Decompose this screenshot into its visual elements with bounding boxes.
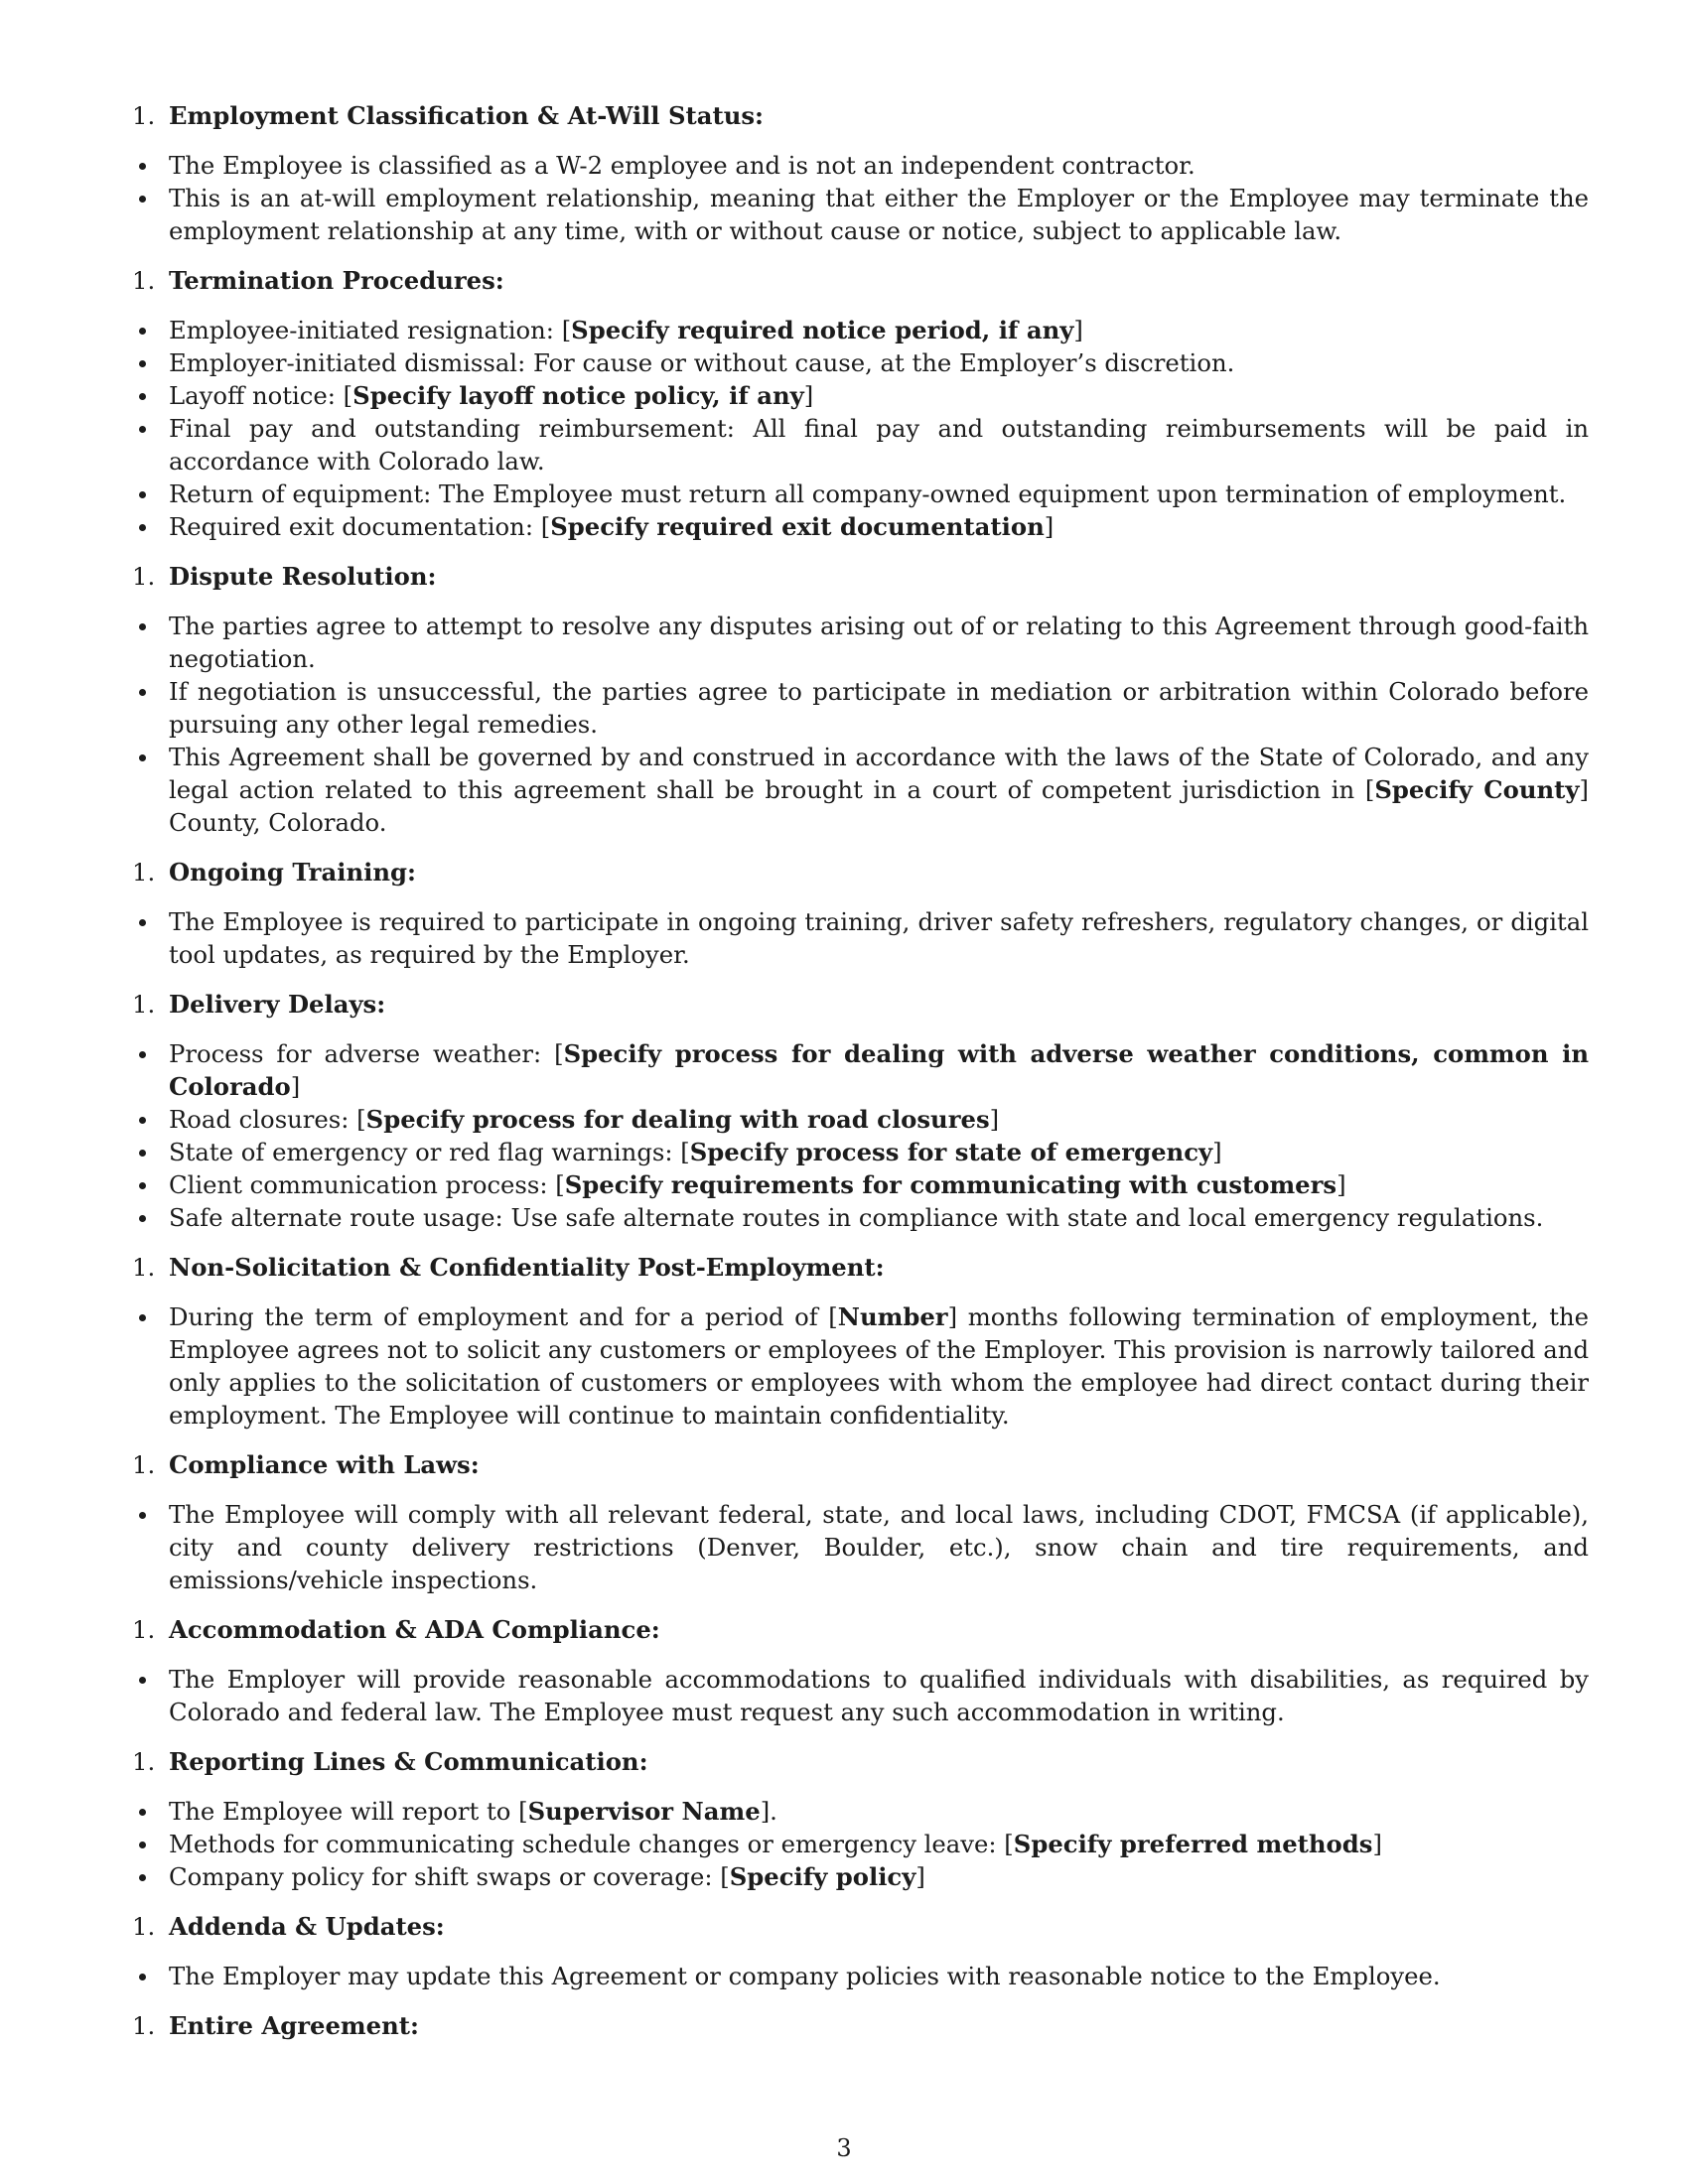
bullet-dot-icon (139, 689, 146, 696)
bullet-text: The Employer may update this Agreement or company policies with reasonable notice to the Employee. (169, 1962, 1441, 1990)
bullet-list (132, 1795, 1589, 1893)
section-heading (132, 264, 1589, 297)
placeholder-text: Specify required exit documentation (550, 512, 1045, 541)
bullet-item (132, 1037, 1589, 1103)
section (132, 856, 1589, 971)
bullet-text: This is an at-will employment relationship, meaning that either the Employer or the Employee may terminate the employment relationship at any time, with or without cause or notice, subject to applicable law. (169, 184, 1589, 245)
bullet-text: ] (1073, 316, 1083, 344)
bullet-item (132, 510, 1589, 543)
section-heading (132, 1448, 1589, 1481)
bullet-text: Company policy for shift swaps or coverage: [ (169, 1862, 730, 1891)
document-body (132, 99, 1589, 2059)
section (132, 1251, 1589, 1432)
bullet-dot-icon (139, 163, 146, 170)
bullet-item (132, 379, 1589, 412)
section-number: 1. (132, 562, 156, 591)
bullet-dot-icon (139, 623, 146, 630)
bullet-item (132, 346, 1589, 379)
section-number: 1. (132, 2011, 156, 2040)
section (132, 264, 1589, 543)
placeholder-text: Specify policy (729, 1862, 916, 1891)
bullet-list (132, 314, 1589, 543)
bullet-item (132, 1828, 1589, 1860)
section-heading (132, 99, 1589, 132)
bullet-dot-icon (139, 328, 146, 335)
bullet-text: ] (1044, 512, 1055, 541)
bullet-dot-icon (139, 1874, 146, 1881)
section-title: Ongoing Training: (169, 858, 416, 887)
bullet-text: ] (915, 1862, 925, 1891)
bullet-dot-icon (139, 1314, 146, 1321)
bullet-item (132, 1498, 1589, 1596)
bullet-list (132, 905, 1589, 971)
bullet-dot-icon (139, 360, 146, 367)
bullet-dot-icon (139, 491, 146, 498)
section-heading (132, 1613, 1589, 1646)
bullet-text: The Employee is required to participate in ongoing training, driver safety refreshers, regulatory changes, or digital tool updates, as required by the Employer. (169, 907, 1589, 969)
bullet-text: ] (989, 1105, 1000, 1134)
bullet-text: This Agreement shall be governed by and construed in accordance with the laws of the State of Colorado, and any legal action related to this agreement shall be brought in a court of competent jurisdiction in [ (169, 743, 1589, 804)
bullet-text: If negotiation is unsuccessful, the parties agree to participate in mediation or arbitration within Colorado before pursuing any other legal remedies. (169, 677, 1589, 739)
placeholder-text: Specify process for dealing with adverse weather conditions, common in Colorado (169, 1039, 1589, 1101)
bullet-dot-icon (139, 196, 146, 203)
bullet-item (132, 1960, 1589, 1992)
bullet-text: The parties agree to attempt to resolve any disputes arising out of or relating to this Agreement through good-faith negotiation. (169, 612, 1589, 673)
bullet-text: The Employee will report to [ (169, 1797, 528, 1826)
section-number: 1. (132, 1450, 156, 1479)
placeholder-text: Specify required notice period, if any (571, 316, 1074, 344)
bullet-dot-icon (139, 1215, 146, 1222)
bullet-dot-icon (139, 1117, 146, 1124)
section (132, 2009, 1589, 2042)
bullet-item (132, 1300, 1589, 1432)
bullet-text: ] (1336, 1170, 1346, 1199)
section-heading (132, 1251, 1589, 1284)
bullet-text: Client communication process: [ (169, 1170, 565, 1199)
bullet-item (132, 905, 1589, 971)
section-heading (132, 988, 1589, 1021)
bullet-dot-icon (139, 1512, 146, 1519)
section (132, 1448, 1589, 1596)
section-title: Non-Solicitation & Confidentiality Post-Employment: (169, 1253, 885, 1282)
bullet-item (132, 412, 1589, 478)
bullet-list (132, 1300, 1589, 1432)
section (132, 988, 1589, 1234)
section (132, 560, 1589, 839)
bullet-item (132, 1860, 1589, 1893)
bullet-text: ] County, Colorado. (169, 775, 1589, 837)
bullet-text: ] (290, 1072, 301, 1101)
bullet-item (132, 1201, 1589, 1234)
bullet-item (132, 1103, 1589, 1136)
placeholder-text: Specify process for dealing with road closures (365, 1105, 990, 1134)
bullet-text: Road closures: [ (169, 1105, 366, 1134)
bullet-dot-icon (139, 1150, 146, 1157)
bullet-dot-icon (139, 524, 146, 531)
bullet-list (132, 1663, 1589, 1728)
section-title: Accommodation & ADA Compliance: (169, 1615, 660, 1644)
bullet-item (132, 478, 1589, 510)
bullet-text: ] (803, 381, 814, 410)
section (132, 1745, 1589, 1893)
bullet-text: Required exit documentation: [ (169, 512, 551, 541)
section-number: 1. (132, 1615, 156, 1644)
bullet-text: ] months following termination of employment, the Employee agrees not to solicit any customers or employees of the Employer. This provision is narrowly tailored and only applies to the solicitation of customers or employees with whom the employee had direct contact during their employment. The Employee will continue to maintain confidentiality. (169, 1302, 1589, 1430)
section (132, 99, 1589, 247)
bullet-dot-icon (139, 1842, 146, 1848)
section-number: 1. (132, 1747, 156, 1776)
bullet-text: State of emergency or red flag warnings: [ (169, 1138, 690, 1166)
bullet-list (132, 1498, 1589, 1596)
section-heading (132, 1910, 1589, 1943)
bullet-dot-icon (139, 1051, 146, 1058)
bullet-text: Employee-initiated resignation: [ (169, 316, 572, 344)
bullet-item (132, 314, 1589, 346)
bullet-text: Methods for communicating schedule changes or emergency leave: [ (169, 1830, 1014, 1858)
bullet-text: The Employee will comply with all relevant federal, state, and local laws, including CDOT, FMCSA (if applicable), city and county delivery restrictions (Denver, Boulder, etc.), snow chain and tire requirements, and emissions/vehicle inspections. (169, 1500, 1589, 1594)
section-number: 1. (132, 1253, 156, 1282)
section-number: 1. (132, 990, 156, 1019)
bullet-dot-icon (139, 426, 146, 433)
placeholder-text: Specify preferred methods (1013, 1830, 1373, 1858)
section-heading (132, 2009, 1589, 2042)
bullet-item (132, 675, 1589, 741)
bullet-dot-icon (139, 393, 146, 400)
section-title: Employment Classification & At-Will Status: (169, 101, 765, 130)
section-heading (132, 560, 1589, 593)
bullet-item (132, 149, 1589, 182)
bullet-text: ]. (760, 1797, 777, 1826)
bullet-dot-icon (139, 1677, 146, 1684)
bullet-dot-icon (139, 1809, 146, 1816)
bullet-text: ] (1212, 1138, 1222, 1166)
section-title: Addenda & Updates: (169, 1912, 445, 1941)
section-number: 1. (132, 101, 156, 130)
section-number: 1. (132, 1912, 156, 1941)
bullet-item (132, 182, 1589, 247)
bullet-dot-icon (139, 1974, 146, 1980)
bullet-text: Employer-initiated dismissal: For cause or without cause, at the Employer’s discretion. (169, 348, 1235, 377)
placeholder-text: Specify process for state of emergency (689, 1138, 1213, 1166)
section-title: Compliance with Laws: (169, 1450, 480, 1479)
bullet-list (132, 610, 1589, 839)
bullet-text: The Employee is classified as a W-2 employee and is not an independent contractor. (169, 151, 1196, 180)
bullet-text: During the term of employment and for a period of [ (169, 1302, 838, 1331)
bullet-list (132, 1037, 1589, 1234)
bullet-text: Safe alternate route usage: Use safe alternate routes in compliance with state and local emergency regulations. (169, 1203, 1544, 1232)
bullet-dot-icon (139, 919, 146, 926)
section-title: Delivery Delays: (169, 990, 386, 1019)
bullet-dot-icon (139, 754, 146, 761)
placeholder-text: Supervisor Name (527, 1797, 761, 1826)
bullet-item (132, 1168, 1589, 1201)
bullet-item (132, 1136, 1589, 1168)
section-title: Termination Procedures: (169, 266, 504, 295)
bullet-text: ] (1372, 1830, 1382, 1858)
section-title: Dispute Resolution: (169, 562, 437, 591)
placeholder-text: Specify County (1374, 775, 1580, 804)
section (132, 1613, 1589, 1728)
section-heading (132, 1745, 1589, 1778)
bullet-item (132, 610, 1589, 675)
bullet-dot-icon (139, 1182, 146, 1189)
section-heading (132, 856, 1589, 888)
page-number: 3 (836, 2134, 852, 2162)
bullet-item (132, 1795, 1589, 1828)
section-number: 1. (132, 858, 156, 887)
bullet-text: Return of equipment: The Employee must return all company-owned equipment upon termination of employment. (169, 479, 1567, 508)
section-number: 1. (132, 266, 156, 295)
bullet-text: Final pay and outstanding reimbursement: All final pay and outstanding reimbursements will be paid in accordance with Colorado law. (169, 414, 1589, 476)
placeholder-text: Specify layoff notice policy, if any (352, 381, 804, 410)
section-title: Reporting Lines & Communication: (169, 1747, 648, 1776)
section-title: Entire Agreement: (169, 2011, 419, 2040)
bullet-item (132, 741, 1589, 839)
bullet-list (132, 1960, 1589, 1992)
bullet-item (132, 1663, 1589, 1728)
placeholder-text: Number (837, 1302, 948, 1331)
section (132, 1910, 1589, 1992)
bullet-text: The Employer will provide reasonable accommodations to qualified individuals with disabilities, as required by Colorado and federal law. The Employee must request any such accommodation in writing. (169, 1665, 1589, 1726)
bullet-text: Layoff notice: [ (169, 381, 353, 410)
bullet-text: Process for adverse weather: [ (169, 1039, 564, 1068)
bullet-list (132, 149, 1589, 247)
placeholder-text: Specify requirements for communicating with customers (564, 1170, 1337, 1199)
